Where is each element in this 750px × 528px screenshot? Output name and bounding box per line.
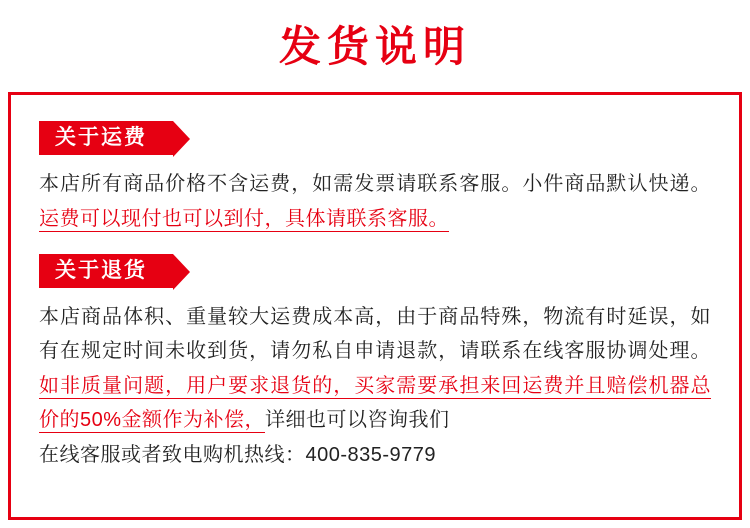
text-run: 详细也可以咨询我们 (265, 409, 450, 432)
text-run: 本店商品体积、重量较大运费成本高，由于商品特殊，物流有时延误，如有在规定时间未收到货，请勿私自申请退款，请联系在线客服协调处理。 (39, 306, 711, 363)
section-tag-shipping-fee: 关于运费 (39, 121, 173, 155)
section-returns (39, 254, 711, 472)
section-body-shipping-fee (39, 167, 711, 236)
content-frame (8, 92, 742, 520)
text-run-highlight: 如非质量问题，用户要求退货的，买家需要承担来回运费并且赔偿机器总价的50%金额作为补偿， (39, 374, 711, 432)
section-body-returns (39, 300, 711, 438)
text-run: 本店所有商品价格不含运费，如需发票请联系客服。小件商品默认快递。 (39, 173, 711, 196)
section-shipping-fee (39, 121, 711, 236)
section-tag-returns: 关于退货 (39, 254, 173, 288)
page-title: 发货说明 (278, 23, 471, 70)
text-run-highlight: 运费可以现付也可以到付，具体请联系客服。 (39, 207, 449, 230)
hotline-line: 在线客服或者致电购机热线：400-835-9779 (39, 443, 437, 466)
